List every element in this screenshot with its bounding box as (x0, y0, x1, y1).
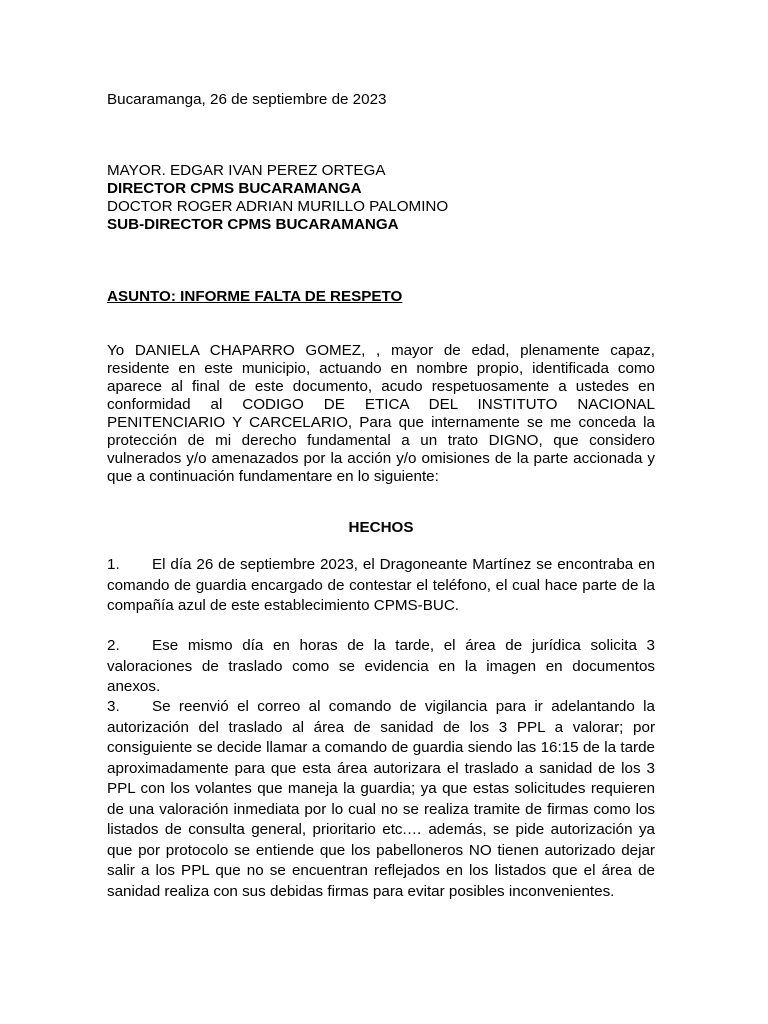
subject-text: INFORME FALTA DE RESPETO (180, 288, 403, 305)
intro-line: PENITENCIARIO Y CARCELARIO, Para que internamente se me conceda la (107, 414, 655, 431)
fact-number: 3. (107, 698, 120, 715)
fact-line: PPL con los volantes que maneja la guardia; ya que estas solicitudes requieren (107, 780, 655, 797)
recipient-2-name: DOCTOR ROGER ADRIAN MURILLO PALOMINO (107, 198, 449, 215)
fact-line: que por protocolo se entiende que los pabelloneros NO tienen autorizado dejar (107, 841, 655, 859)
fact-2 (107, 636, 655, 698)
subject (107, 288, 655, 306)
section-heading: HECHOS (348, 519, 414, 536)
fact-line: aproximadamente para que esta área autorizara el traslado a sanidad de los 3 (107, 759, 655, 777)
fact-line: consiguiente se decide llamar a comando de guardia siendo las 16:15 de la tarde (107, 739, 655, 756)
intro-line: conformidad al CODIGO DE ETICA DEL INSTITUTO NACIONAL (107, 396, 655, 413)
fact-line: listados de consulta general, prioritario etc.… además, se pide autorización ya (107, 821, 655, 838)
fact-line: comando de guardia encargado de contestar el teléfono, el cual hace parte de la (107, 576, 655, 594)
intro-paragraph (107, 342, 655, 486)
subject-label: ASUNTO: (107, 288, 176, 305)
recipient-1-title: DIRECTOR CPMS BUCARAMANGA (107, 180, 362, 197)
fact-1 (107, 555, 655, 617)
intro-line: que a continuación fundamentare en lo siguiente: (107, 468, 439, 485)
fact-line: de una valoración inmediata por lo cual no se realiza tramite de firmas como los (107, 800, 655, 818)
intro-line: residente en este municipio, actuando en nombre propio, identificada como (107, 360, 655, 377)
intro-line: aparece al final de este documento, acudo respetuosamente a ustedes en (107, 378, 655, 395)
fact-line: Se reenvió el correo al comando de vigilancia para ir adelantando la (152, 698, 655, 715)
fact-3 (107, 697, 655, 902)
intro-line: Yo DANIELA CHAPARRO GOMEZ, , mayor de edad, plenamente capaz, (107, 342, 655, 359)
fact-line: salir a los PPL que no se encuentran reflejados en los listados que el área de (107, 862, 655, 879)
fact-line: compañía azul de este establecimiento CPMS-BUC. (107, 597, 460, 614)
fact-line: sanidad realiza con sus debidas firmas para evitar posibles inconvenientes. (107, 882, 615, 900)
place-date: Bucaramanga, 26 de septiembre de 2023 (107, 91, 387, 108)
intro-line: protección de mi derecho fundamental a un trato DIGNO, que considero (107, 432, 655, 449)
intro-line: vulnerados y/o amenazados por la acción y/o omisiones de la parte accionada y (107, 450, 655, 467)
fact-line: valoraciones de traslado como se evidencia en la imagen en documentos anexos. (107, 657, 655, 695)
fact-number: 2. (107, 637, 120, 654)
fact-line: El día 26 de septiembre 2023, el Dragoneante Martínez se encontraba en (152, 556, 655, 573)
recipients (107, 162, 655, 234)
recipient-2-title: SUB-DIRECTOR CPMS BUCARAMANGA (107, 216, 399, 233)
recipient-1-name: MAYOR. EDGAR IVAN PEREZ ORTEGA (107, 162, 386, 179)
fact-number: 1. (107, 556, 120, 573)
fact-line: Ese mismo día en horas de la tarde, el área de jurídica solicita 3 (152, 637, 655, 654)
fact-line: autorización del traslado al área de sanidad de los 3 PPL a valorar; por (107, 718, 655, 736)
